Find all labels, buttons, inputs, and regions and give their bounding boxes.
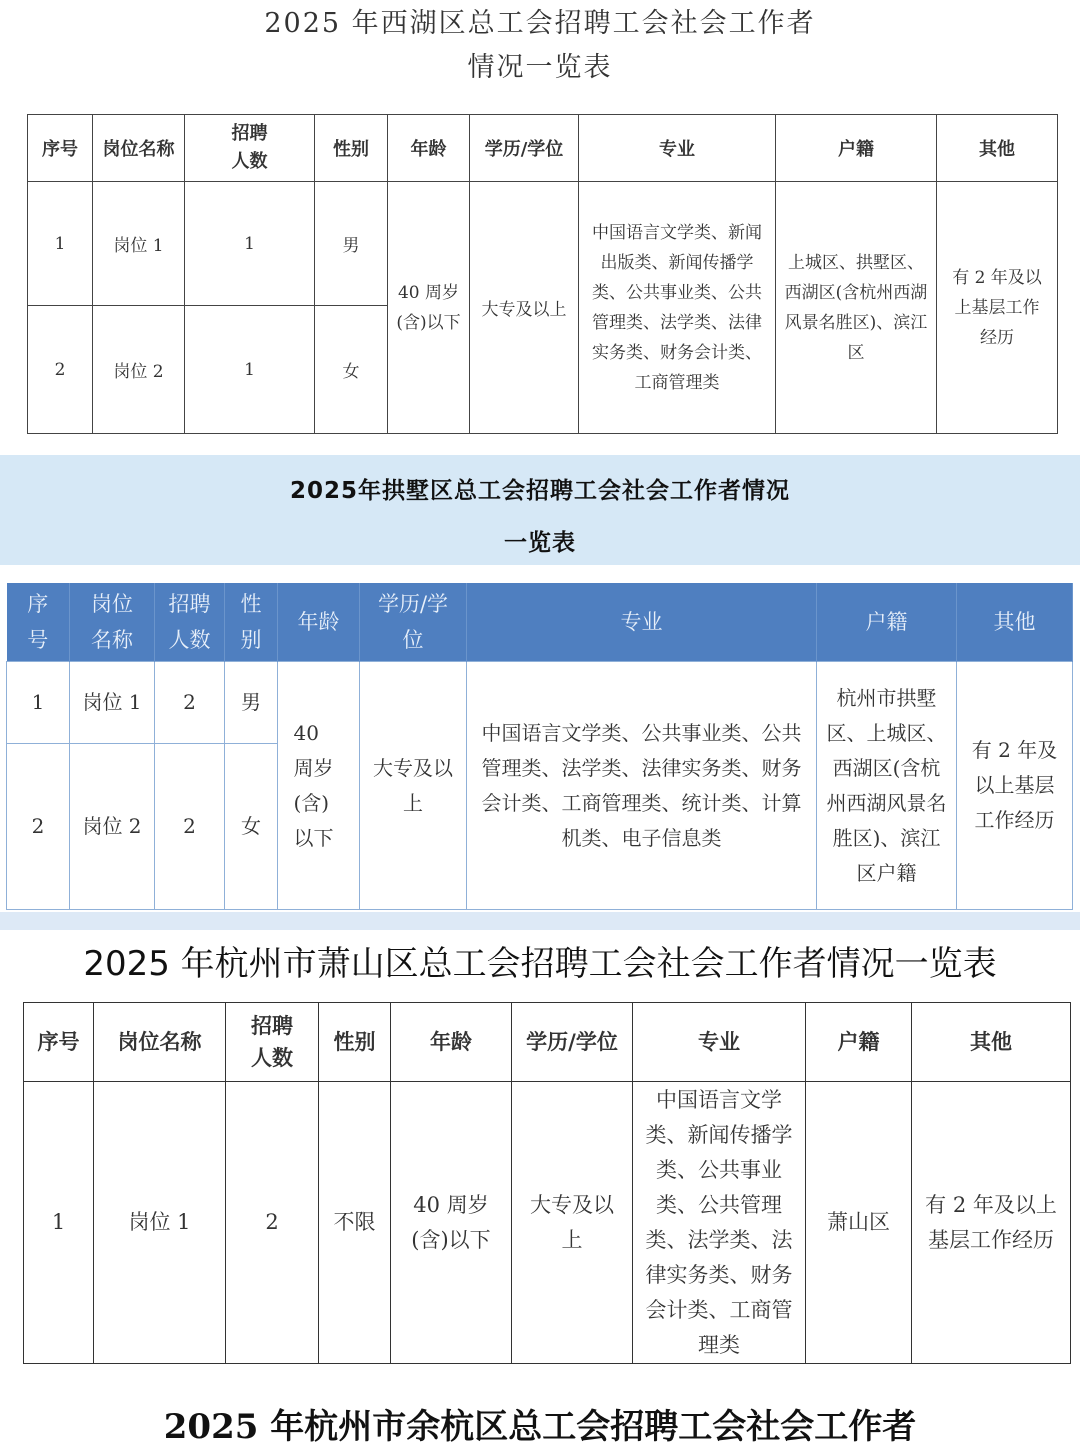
header-cell: 招聘人数 (185, 115, 315, 182)
header-cell: 学历/学位 (470, 115, 579, 182)
row-count: 1 (185, 182, 315, 306)
xihu-title-line1: 2025 年西湖区总工会招聘工会社会工作者 (264, 8, 816, 39)
table-row (24, 1082, 1071, 1364)
row-gender: 女 (225, 744, 278, 910)
other-cell: 有 2 年及以上基层工作经历 (937, 182, 1058, 434)
education-cell: 大专及以上 (512, 1082, 633, 1364)
row-gender: 不限 (319, 1082, 391, 1364)
age-cell: 40 周岁(含)以下 (278, 662, 360, 910)
header-cell: 学历/学位 (360, 583, 467, 662)
gongshu-header-row (7, 583, 1073, 662)
row-post: 岗位 1 (70, 662, 155, 744)
row-count: 2 (155, 662, 225, 744)
header-cell: 性别 (319, 1003, 391, 1082)
divider-strip (0, 912, 1080, 930)
row-post: 岗位 2 (93, 306, 185, 434)
header-cell: 招聘人数 (226, 1003, 319, 1082)
header-cell: 性别 (225, 583, 278, 662)
major-cell: 中国语言文学类、新闻传播学类、公共事业类、公共管理类、法学类、法律实务类、财务会计类、工商管理类 (633, 1082, 806, 1364)
header-cell: 岗位名称 (93, 115, 185, 182)
row-count: 2 (226, 1082, 319, 1364)
table-row (7, 662, 1073, 744)
header-cell: 年龄 (278, 583, 360, 662)
header-cell: 专业 (579, 115, 776, 182)
residence-cell: 杭州市拱墅区、上城区、西湖区(含杭州西湖风景名胜区)、滨江区户籍 (817, 662, 957, 910)
row-gender: 女 (315, 306, 388, 434)
education-cell: 大专及以上 (470, 182, 579, 434)
xihu-header-row (28, 115, 1058, 182)
header-cell: 其他 (912, 1003, 1071, 1082)
header-cell: 其他 (957, 583, 1073, 662)
header-cell: 其他 (937, 115, 1058, 182)
row-no: 1 (7, 662, 70, 744)
header-cell: 户籍 (776, 115, 937, 182)
header-cell: 专业 (467, 583, 817, 662)
education-cell: 大专及以上 (360, 662, 467, 910)
xiaoshan-header-row (24, 1003, 1071, 1082)
residence-cell: 上城区、拱墅区、西湖区(含杭州西湖风景名胜区)、滨江区 (776, 182, 937, 434)
row-no: 2 (28, 306, 93, 434)
header-cell: 户籍 (806, 1003, 912, 1082)
row-post: 岗位 2 (70, 744, 155, 910)
xiaoshan-title: 2025 年杭州市萧山区总工会招聘工会社会工作者情况一览表 (83, 944, 997, 984)
header-cell: 户籍 (817, 583, 957, 662)
header-cell: 序号 (28, 115, 93, 182)
gongshu-title-line1: 2025年拱墅区总工会招聘工会社会工作者情况 (289, 478, 790, 504)
major-cell: 中国语言文学类、新闻出版类、新闻传播学类、公共事业类、公共管理类、法学类、法律实务类、财务会计类、工商管理类 (579, 182, 776, 434)
row-no: 1 (28, 182, 93, 306)
table-row (28, 182, 1058, 306)
other-cell: 有 2 年及以上基层工作经历 (957, 662, 1073, 910)
row-count: 2 (155, 744, 225, 910)
header-cell: 岗位名称 (94, 1003, 226, 1082)
row-no: 2 (7, 744, 70, 910)
header-cell: 专业 (633, 1003, 806, 1082)
row-gender: 男 (315, 182, 388, 306)
xiaoshan-table (23, 1002, 1071, 1364)
age-cell: 40 周岁(含)以下 (388, 182, 470, 434)
header-cell: 序号 (7, 583, 70, 662)
xihu-table (27, 114, 1058, 434)
header-cell: 序号 (24, 1003, 94, 1082)
row-post: 岗位 1 (93, 182, 185, 306)
xihu-title-line2: 情况一览表 (467, 52, 613, 83)
row-no: 1 (24, 1082, 94, 1364)
header-cell: 学历/学位 (512, 1003, 633, 1082)
header-cell: 招聘人数 (155, 583, 225, 662)
gongshu-title-line2: 一览表 (504, 530, 576, 556)
header-cell: 岗位名称 (70, 583, 155, 662)
row-count: 1 (185, 306, 315, 434)
age-cell: 40 周岁(含)以下 (391, 1082, 512, 1364)
row-gender: 男 (225, 662, 278, 744)
row-post: 岗位 1 (94, 1082, 226, 1364)
xihu-title (0, 2, 1080, 90)
header-cell: 年龄 (388, 115, 470, 182)
yuhang-title: 2025 年杭州市余杭区总工会招聘工会社会工作者 (163, 1407, 917, 1447)
residence-cell: 萧山区 (806, 1082, 912, 1364)
gongshu-table (6, 583, 1073, 910)
header-cell: 年龄 (391, 1003, 512, 1082)
header-cell: 性别 (315, 115, 388, 182)
other-cell: 有 2 年及以上基层工作经历 (912, 1082, 1071, 1364)
major-cell: 中国语言文学类、公共事业类、公共管理类、法学类、法律实务类、财务会计类、工商管理类、统计类、计算机类、电子信息类 (467, 662, 817, 910)
